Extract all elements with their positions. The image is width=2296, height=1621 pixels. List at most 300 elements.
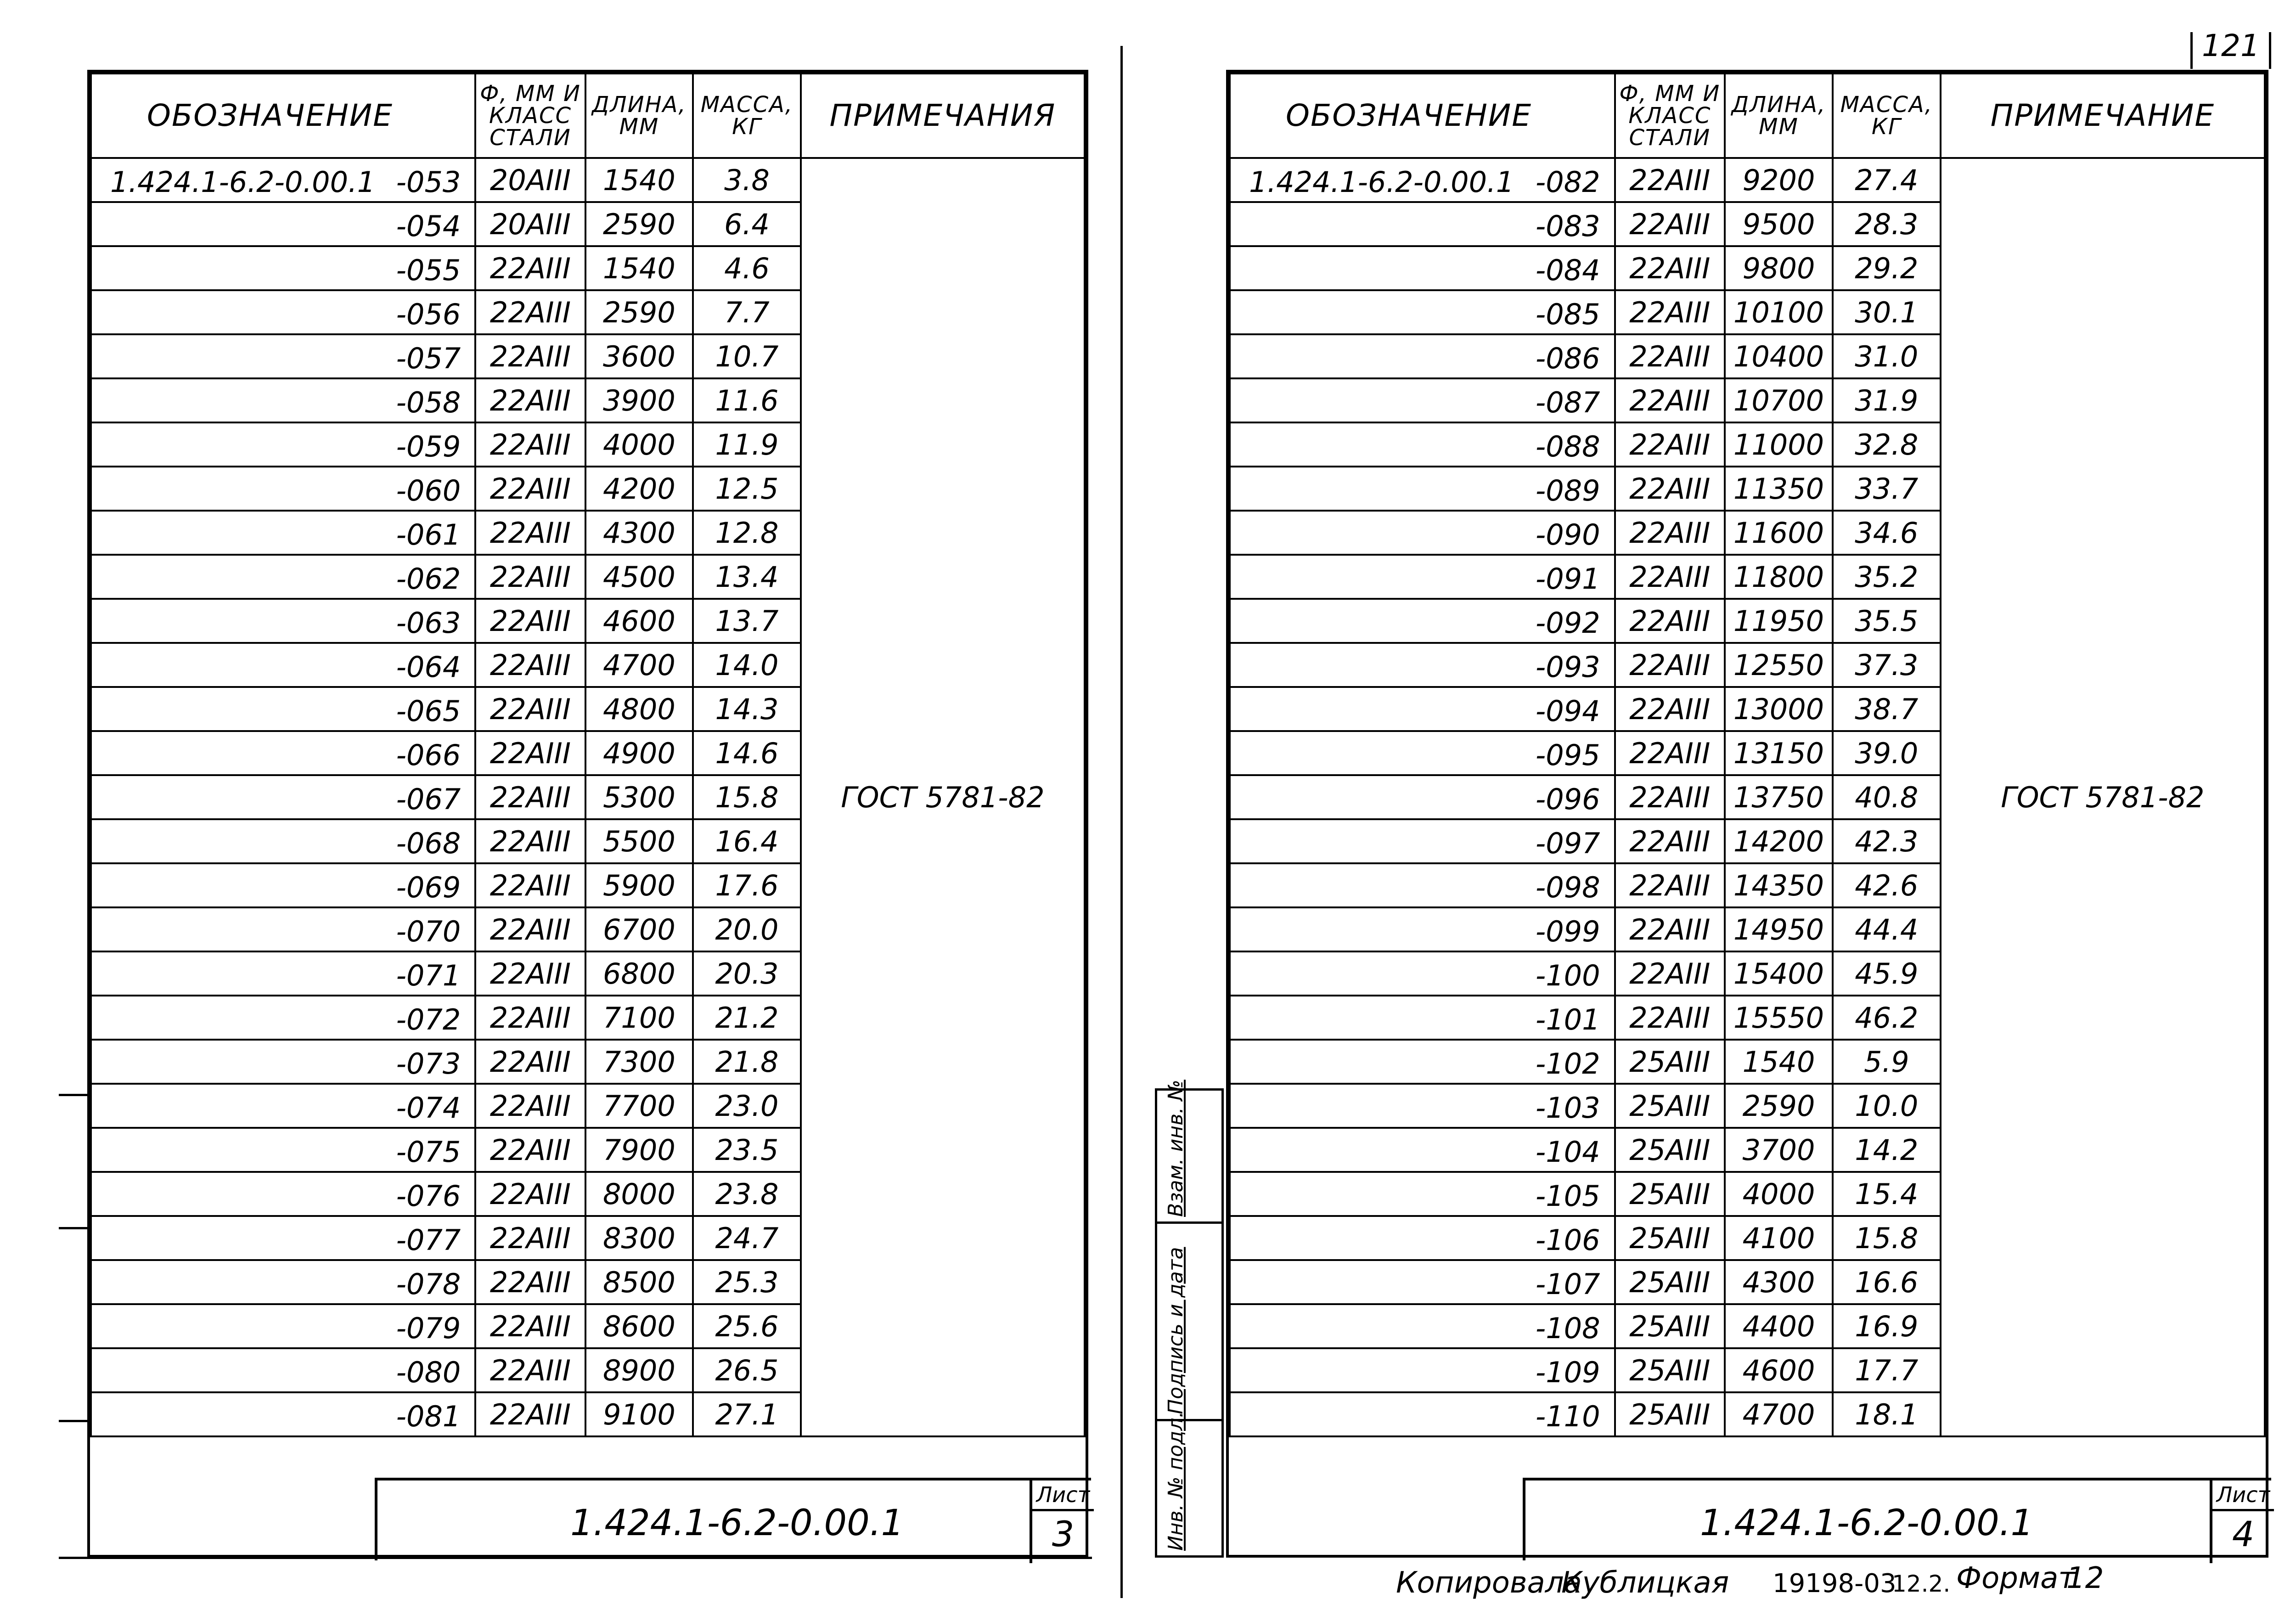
mass-cell: 5.9 <box>1833 1040 1941 1084</box>
steel-class-cell: 22АIII <box>1615 951 1725 996</box>
length-cell: 11350 <box>1725 467 1833 511</box>
length-cell: 8500 <box>585 1260 693 1304</box>
steel-class-cell: 25АIII <box>1615 1304 1725 1348</box>
item-code: -067 <box>396 782 461 816</box>
mass-cell: 11.9 <box>693 422 801 467</box>
designation-cell <box>91 1348 475 1392</box>
length-cell: 4500 <box>585 555 693 599</box>
item-code: -104 <box>1535 1135 1600 1169</box>
mass-cell: 13.7 <box>693 599 801 643</box>
length-cell: 4200 <box>585 467 693 511</box>
spec-table-right <box>1229 73 2266 1437</box>
mass-cell: 29.2 <box>1833 246 1941 290</box>
item-code: -074 <box>396 1091 461 1125</box>
length-cell: 1540 <box>585 246 693 290</box>
designation-cell <box>1230 1260 1615 1304</box>
designation-cell <box>1230 1304 1615 1348</box>
steel-class-cell: 25АIII <box>1615 1040 1725 1084</box>
item-code: -079 <box>396 1311 461 1345</box>
steel-class-cell: 22АIII <box>475 687 585 731</box>
mass-cell: 20.0 <box>693 907 801 951</box>
item-code: -062 <box>396 562 461 596</box>
mass-cell: 16.4 <box>693 819 801 863</box>
length-cell: 4800 <box>585 687 693 731</box>
item-code: -075 <box>396 1135 461 1169</box>
designation-cell <box>91 246 475 290</box>
item-code: -108 <box>1535 1311 1600 1345</box>
mass-cell: 39.0 <box>1833 731 1941 775</box>
mass-cell: 3.8 <box>693 158 801 202</box>
mass-cell: 12.8 <box>693 511 801 555</box>
steel-class-cell: 22АIII <box>1615 555 1725 599</box>
stamp-label: Инв. № подл. <box>1164 1411 1187 1551</box>
mass-cell: 46.2 <box>1833 996 1941 1040</box>
mass-cell: 16.6 <box>1833 1260 1941 1304</box>
length-cell: 4300 <box>585 511 693 555</box>
item-code: -070 <box>396 915 461 948</box>
page-ref: 12.2. <box>1892 1570 1951 1597</box>
corner-page-number: 121 <box>2190 32 2271 69</box>
mass-cell: 28.3 <box>1833 202 1941 246</box>
mass-cell: 10.7 <box>693 334 801 378</box>
steel-class-cell: 22АIII <box>475 378 585 422</box>
mass-cell: 30.1 <box>1833 290 1941 334</box>
designation-cell <box>1230 643 1615 687</box>
designation-cell <box>1230 687 1615 731</box>
sheet-right <box>1226 70 2268 1558</box>
length-cell: 7100 <box>585 996 693 1040</box>
spec-table-left <box>90 73 1086 1437</box>
sheet-number-cell <box>2210 1480 2274 1563</box>
designation-cell <box>1230 1392 1615 1436</box>
length-cell: 1540 <box>585 158 693 202</box>
length-cell: 7900 <box>585 1128 693 1172</box>
item-code: -054 <box>396 209 461 243</box>
mass-cell: 23.0 <box>693 1084 801 1128</box>
mass-cell: 14.6 <box>693 731 801 775</box>
item-code: -055 <box>396 253 461 287</box>
mass-cell: 26.5 <box>693 1348 801 1392</box>
mass-cell: 44.4 <box>1833 907 1941 951</box>
item-code: -071 <box>396 959 461 992</box>
steel-class-cell: 22АIII <box>1615 907 1725 951</box>
length-cell: 13000 <box>1725 687 1833 731</box>
length-cell: 2590 <box>585 290 693 334</box>
length-cell: 15550 <box>1725 996 1833 1040</box>
copier-name: Кублицкая <box>1561 1566 1729 1600</box>
table-row <box>1230 158 2265 202</box>
steel-class-cell: 22АIII <box>475 511 585 555</box>
length-cell: 4300 <box>1725 1260 1833 1304</box>
length-cell: 10700 <box>1725 378 1833 422</box>
steel-class-cell: 22АIII <box>1615 731 1725 775</box>
title-block-left <box>375 1478 1091 1560</box>
steel-class-cell: 22АIII <box>1615 775 1725 819</box>
steel-class-cell: 22АIII <box>475 334 585 378</box>
designation-cell <box>91 334 475 378</box>
designation-cell <box>91 1040 475 1084</box>
length-cell: 3900 <box>585 378 693 422</box>
length-cell: 7300 <box>585 1040 693 1084</box>
mass-cell: 32.8 <box>1833 422 1941 467</box>
sheet-label: Лист <box>2212 1480 2274 1511</box>
stamp-inv-original <box>1157 1411 1221 1555</box>
mass-cell: 7.7 <box>693 290 801 334</box>
steel-class-cell: 22АIII <box>475 599 585 643</box>
header-notes: ПРИМЕЧАНИЯ <box>801 73 1085 158</box>
item-code: -068 <box>396 827 461 860</box>
designation-cell <box>91 422 475 467</box>
steel-class-cell: 20АIII <box>475 158 585 202</box>
format-value: 12 <box>2066 1561 2104 1595</box>
item-code: -069 <box>396 871 461 904</box>
mass-cell: 23.5 <box>693 1128 801 1172</box>
mass-cell: 12.5 <box>693 467 801 511</box>
length-cell: 4900 <box>585 731 693 775</box>
sheet-divider <box>1120 46 1123 1598</box>
mass-cell: 11.6 <box>693 378 801 422</box>
length-cell: 6700 <box>585 907 693 951</box>
item-code: -073 <box>396 1047 461 1081</box>
header-mass: МАССА, КГ <box>1833 73 1941 158</box>
steel-class-cell: 22АIII <box>475 1040 585 1084</box>
steel-class-cell: 22АIII <box>1615 378 1725 422</box>
table-header-row <box>91 73 1085 158</box>
steel-class-cell: 22АIII <box>475 1392 585 1436</box>
mass-cell: 27.1 <box>693 1392 801 1436</box>
item-code: -058 <box>396 386 461 419</box>
designation-cell <box>91 555 475 599</box>
designation-cell <box>91 1128 475 1172</box>
designation-cell <box>91 731 475 775</box>
mass-cell: 13.4 <box>693 555 801 599</box>
designation-cell <box>91 643 475 687</box>
item-code: -110 <box>1535 1400 1600 1433</box>
designation-cell <box>91 863 475 907</box>
steel-class-cell: 22АIII <box>1615 511 1725 555</box>
item-code: -107 <box>1535 1267 1600 1301</box>
length-cell: 15400 <box>1725 951 1833 996</box>
mass-cell: 16.9 <box>1833 1304 1941 1348</box>
mass-cell: 37.3 <box>1833 643 1941 687</box>
header-diameter: Ф, ММ И КЛАСС СТАЛИ <box>1615 73 1725 158</box>
designation-cell <box>91 951 475 996</box>
mass-cell: 33.7 <box>1833 467 1941 511</box>
item-code: -078 <box>396 1267 461 1301</box>
designation-cell <box>1230 555 1615 599</box>
designation-cell <box>1230 467 1615 511</box>
length-cell: 5500 <box>585 819 693 863</box>
stamp-label: Подпись и дата <box>1164 1247 1187 1414</box>
item-code: -100 <box>1535 959 1600 992</box>
designation-cell <box>1230 1084 1615 1128</box>
mass-cell: 14.3 <box>693 687 801 731</box>
item-code: -059 <box>396 430 461 463</box>
length-cell: 4700 <box>1725 1392 1833 1436</box>
item-code: -089 <box>1535 474 1600 507</box>
steel-class-cell: 22АIII <box>1615 467 1725 511</box>
designation-cell <box>1230 246 1615 290</box>
length-cell: 12550 <box>1725 643 1833 687</box>
document-code: 1.424.1-6.2-0.00.1 <box>1700 1503 2034 1544</box>
designation-cell <box>1230 951 1615 996</box>
steel-class-cell: 22АIII <box>475 1128 585 1172</box>
designation-cell <box>91 158 475 202</box>
steel-class-cell: 22АIII <box>475 1172 585 1216</box>
length-cell: 11000 <box>1725 422 1833 467</box>
length-cell: 3600 <box>585 334 693 378</box>
length-cell: 8600 <box>585 1304 693 1348</box>
steel-class-cell: 22АIII <box>1615 290 1725 334</box>
designation-cell <box>1230 907 1615 951</box>
item-code: -097 <box>1535 827 1600 860</box>
sheet-number-cell <box>1030 1480 1094 1563</box>
order-number: 19198-03 <box>1773 1569 1896 1598</box>
sheet-left <box>87 70 1088 1558</box>
mass-cell: 23.8 <box>693 1172 801 1216</box>
header-notes: ПРИМЕЧАНИЕ <box>1941 73 2265 158</box>
length-cell: 11800 <box>1725 555 1833 599</box>
mass-cell: 31.9 <box>1833 378 1941 422</box>
length-cell: 4600 <box>585 599 693 643</box>
length-cell: 2590 <box>1725 1084 1833 1128</box>
designation-cell <box>1230 775 1615 819</box>
designation-cell <box>1230 599 1615 643</box>
header-diameter: Ф, ММ И КЛАСС СТАЛИ <box>475 73 585 158</box>
length-cell: 4000 <box>585 422 693 467</box>
item-code: -064 <box>396 650 461 684</box>
steel-class-cell: 25АIII <box>1615 1172 1725 1216</box>
stamp-replaced-inv <box>1157 1080 1221 1224</box>
item-code: -082 <box>1535 165 1600 199</box>
steel-class-cell: 22АIII <box>475 1348 585 1392</box>
item-code: -061 <box>396 518 461 552</box>
designation-cell <box>1230 819 1615 863</box>
mass-cell: 35.5 <box>1833 599 1941 643</box>
designation-cell <box>1230 731 1615 775</box>
designation-cell <box>91 907 475 951</box>
length-cell: 4400 <box>1725 1304 1833 1348</box>
length-cell: 9500 <box>1725 202 1833 246</box>
length-cell: 5900 <box>585 863 693 907</box>
sheet-number: 4 <box>2232 1514 2255 1554</box>
steel-class-cell: 22АIII <box>475 775 585 819</box>
item-code: -065 <box>396 694 461 728</box>
length-cell: 10100 <box>1725 290 1833 334</box>
designation-cell <box>1230 422 1615 467</box>
item-code: -081 <box>396 1400 461 1433</box>
mass-cell: 35.2 <box>1833 555 1941 599</box>
item-code: -066 <box>396 738 461 772</box>
steel-class-cell: 22АIII <box>475 1260 585 1304</box>
steel-class-cell: 22АIII <box>475 1216 585 1260</box>
designation-cell <box>91 1084 475 1128</box>
designation-cell <box>1230 1128 1615 1172</box>
length-cell: 8000 <box>585 1172 693 1216</box>
designation-cell <box>91 202 475 246</box>
item-code: -084 <box>1535 253 1600 287</box>
length-cell: 5300 <box>585 775 693 819</box>
header-length: ДЛИНА, ММ <box>585 73 693 158</box>
title-block-right <box>1523 1478 2271 1560</box>
header-designation: ОБОЗНАЧЕНИЕ <box>91 73 475 158</box>
mass-cell: 31.0 <box>1833 334 1941 378</box>
mass-cell: 4.6 <box>693 246 801 290</box>
steel-class-cell: 22АIII <box>475 863 585 907</box>
length-cell: 14950 <box>1725 907 1833 951</box>
steel-class-cell: 22АIII <box>1615 246 1725 290</box>
item-code: -105 <box>1535 1179 1600 1213</box>
steel-class-cell: 22АIII <box>1615 819 1725 863</box>
item-code: -085 <box>1535 298 1600 331</box>
designation-cell <box>1230 1348 1615 1392</box>
mass-cell: 6.4 <box>693 202 801 246</box>
designation-cell <box>91 467 475 511</box>
item-code: -076 <box>396 1179 461 1213</box>
designation-cell <box>91 290 475 334</box>
steel-class-cell: 22АIII <box>475 555 585 599</box>
mass-cell: 10.0 <box>1833 1084 1941 1128</box>
copied-by-label: Копировала <box>1396 1566 1582 1600</box>
steel-class-cell: 22АIII <box>1615 863 1725 907</box>
length-cell: 1540 <box>1725 1040 1833 1084</box>
length-cell: 4000 <box>1725 1172 1833 1216</box>
length-cell: 8900 <box>585 1348 693 1392</box>
designation-cell <box>1230 1040 1615 1084</box>
length-cell: 4700 <box>585 643 693 687</box>
length-cell: 14200 <box>1725 819 1833 863</box>
designation-cell <box>91 819 475 863</box>
item-code: -088 <box>1535 430 1600 463</box>
steel-class-cell: 25АIII <box>1615 1216 1725 1260</box>
length-cell: 9200 <box>1725 158 1833 202</box>
designation-cell <box>1230 334 1615 378</box>
steel-class-cell: 22АIII <box>475 467 585 511</box>
designation-cell <box>1230 863 1615 907</box>
mass-cell: 27.4 <box>1833 158 1941 202</box>
item-code: -091 <box>1535 562 1600 596</box>
designation-cell <box>91 1216 475 1260</box>
header-mass: МАССА, КГ <box>693 73 801 158</box>
header-length: ДЛИНА, ММ <box>1725 73 1833 158</box>
steel-class-cell: 22АIII <box>475 819 585 863</box>
item-code: -057 <box>396 342 461 375</box>
steel-class-cell: 22АIII <box>475 246 585 290</box>
margin-tick <box>59 1094 89 1096</box>
steel-class-cell: 22АIII <box>1615 687 1725 731</box>
item-code: -103 <box>1535 1091 1600 1125</box>
mass-cell: 42.3 <box>1833 819 1941 863</box>
item-code: -056 <box>396 298 461 331</box>
designation-cell <box>91 1172 475 1216</box>
designation-cell <box>1230 1172 1615 1216</box>
mass-cell: 34.6 <box>1833 511 1941 555</box>
steel-class-cell: 22АIII <box>1615 599 1725 643</box>
margin-tick <box>59 1227 89 1229</box>
mass-cell: 14.2 <box>1833 1128 1941 1172</box>
steel-class-cell: 25АIII <box>1615 1260 1725 1304</box>
stamp-strip <box>1155 1080 1224 1558</box>
steel-class-cell: 22АIII <box>1615 643 1725 687</box>
length-cell: 13150 <box>1725 731 1833 775</box>
steel-class-cell: 22АIII <box>475 1084 585 1128</box>
document-code: 1.424.1-6.2-0.00.1 <box>570 1503 904 1544</box>
base-code: 1.424.1-6.2-0.00.1 <box>110 165 376 199</box>
item-code: -096 <box>1535 782 1600 816</box>
item-code: -098 <box>1535 871 1600 904</box>
designation-cell <box>91 1392 475 1436</box>
mass-cell: 15.4 <box>1833 1172 1941 1216</box>
stamp-label: Взам. инв. № <box>1164 1080 1187 1217</box>
mass-cell: 15.8 <box>693 775 801 819</box>
item-code: -094 <box>1535 694 1600 728</box>
item-code: -102 <box>1535 1047 1600 1081</box>
designation-cell <box>91 1260 475 1304</box>
item-code: -087 <box>1535 386 1600 419</box>
length-cell: 3700 <box>1725 1128 1833 1172</box>
standard-note: ГОСТ 5781-82 <box>801 158 1085 1436</box>
length-cell: 8300 <box>585 1216 693 1260</box>
length-cell: 11600 <box>1725 511 1833 555</box>
designation-cell <box>91 599 475 643</box>
steel-class-cell: 25АIII <box>1615 1348 1725 1392</box>
designation-cell <box>1230 202 1615 246</box>
item-code: -099 <box>1535 915 1600 948</box>
designation-cell <box>1230 1216 1615 1260</box>
designation-cell <box>1230 996 1615 1040</box>
stamp-signature-date <box>1157 1224 1221 1421</box>
steel-class-cell: 22АIII <box>475 643 585 687</box>
mass-cell: 25.3 <box>693 1260 801 1304</box>
steel-class-cell: 22АIII <box>1615 202 1725 246</box>
steel-class-cell: 22АIII <box>475 1304 585 1348</box>
sheet-number: 3 <box>1052 1514 1075 1554</box>
designation-cell <box>1230 290 1615 334</box>
steel-class-cell: 22АIII <box>475 422 585 467</box>
table-header-row <box>1230 73 2265 158</box>
format-label: Формат <box>1956 1561 2076 1595</box>
item-code: -093 <box>1535 650 1600 684</box>
steel-class-cell: 22АIII <box>475 907 585 951</box>
steel-class-cell: 22АIII <box>1615 996 1725 1040</box>
mass-cell: 17.6 <box>693 863 801 907</box>
item-code: -060 <box>396 474 461 507</box>
mass-cell: 40.8 <box>1833 775 1941 819</box>
item-code: -063 <box>396 606 461 640</box>
steel-class-cell: 25АIII <box>1615 1128 1725 1172</box>
item-code: -101 <box>1535 1003 1600 1036</box>
item-code: -086 <box>1535 342 1600 375</box>
length-cell: 9800 <box>1725 246 1833 290</box>
designation-cell <box>91 378 475 422</box>
item-code: -109 <box>1535 1356 1600 1389</box>
item-code: -090 <box>1535 518 1600 552</box>
length-cell: 4600 <box>1725 1348 1833 1392</box>
item-code: -092 <box>1535 606 1600 640</box>
steel-class-cell: 22АIII <box>475 996 585 1040</box>
steel-class-cell: 22АIII <box>475 731 585 775</box>
length-cell: 6800 <box>585 951 693 996</box>
mass-cell: 17.7 <box>1833 1348 1941 1392</box>
mass-cell: 38.7 <box>1833 687 1941 731</box>
mass-cell: 45.9 <box>1833 951 1941 996</box>
margin-tick <box>59 1420 89 1422</box>
item-code: -083 <box>1535 209 1600 243</box>
designation-cell <box>91 1304 475 1348</box>
sheet-label: Лист <box>1032 1480 1094 1511</box>
length-cell: 13750 <box>1725 775 1833 819</box>
designation-cell <box>1230 378 1615 422</box>
